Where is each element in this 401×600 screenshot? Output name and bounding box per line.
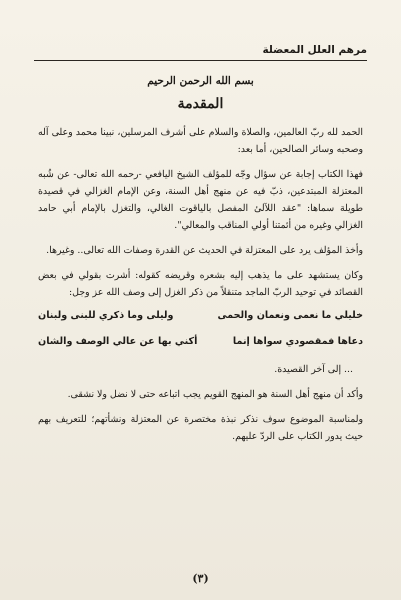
paragraph-book-purpose: فهذا الكتاب إجابة عن سؤال وجّه للمؤلف الشيخ اليافعي -رحمه الله تعالى- عن شُبه المعتزلة المبتدعين، ذبّ فيه عن منهج أهل السنة، وعن الإمام الغزالي في قصيدة طويلة سماها: "عقد اللآلئ المفصل بالياقوت الغالي، والتغزل بالإمام أبي حامد الغزالي وغيره من أئمتنا أولي المناقب والمعالي". xyxy=(38,169,363,231)
page-header xyxy=(34,42,367,61)
paragraph-mutazila-intro: ولمناسبة الموضوع سوف نذكر نبذة مختصرة عن المعتزلة ونشأتهم؛ للتعريف بهم حيث يدور الكتاب على الردّ عليهم. xyxy=(38,414,363,442)
poem-verse-first-half: خليلي ما نعمى ونعمان والحمى xyxy=(217,310,363,321)
poem-verse-first-half: دعاها فمقصودي سواها إنما xyxy=(232,336,363,347)
spacer xyxy=(38,158,363,166)
section-title: المقدمة xyxy=(177,96,224,112)
paragraph-poetry-intro: وكان يستشهد على ما يذهب إليه بشعره وقريضه كقوله: أشرت بقولي في بعض القصائد في توحيد الربّ الماجد متنقلاً من ذكر الغزل إلى وصف الله عز وجل: xyxy=(38,270,363,298)
paragraph-sunnah-method: وأكد أن منهج أهل السنة هو المنهج القويم يجب اتباعه حتى لا نضل ولا نشقى. xyxy=(67,389,363,400)
paragraph-opening: الحمد لله ربّ العالمين، والصلاة والسلام على أشرف المرسلين، نبينا محمد وعلى آله وصحبه وسائر الصالحين، أما بعد: xyxy=(38,127,363,155)
poem xyxy=(38,303,363,355)
spacer xyxy=(38,234,363,242)
basmala: بسم الله الرحمن الرحيم xyxy=(147,75,254,87)
spacer xyxy=(38,378,363,386)
poem-verse xyxy=(38,329,363,355)
poem-verse-second-half: وليلى وما ذكري للبنى ولبنان xyxy=(38,310,174,321)
running-head-title: مرهم العلل المعضلة xyxy=(262,44,367,56)
paragraph-refutation: وأخذ المؤلف يرد على المعتزلة في الحديث عن القدرة وصفات الله تعالى.. وغيرها. xyxy=(46,245,363,256)
spacer xyxy=(38,259,363,267)
poem-verse-second-half: أكني بها عن عالي الوصف والشان xyxy=(38,336,198,347)
poem-continuation-note: ... إلى آخر القصيدة. xyxy=(274,364,353,375)
poem-verse xyxy=(38,303,363,329)
page-content xyxy=(38,74,363,445)
page-footer xyxy=(0,567,401,586)
spacer xyxy=(38,403,363,411)
page-number: (٣) xyxy=(192,572,209,585)
